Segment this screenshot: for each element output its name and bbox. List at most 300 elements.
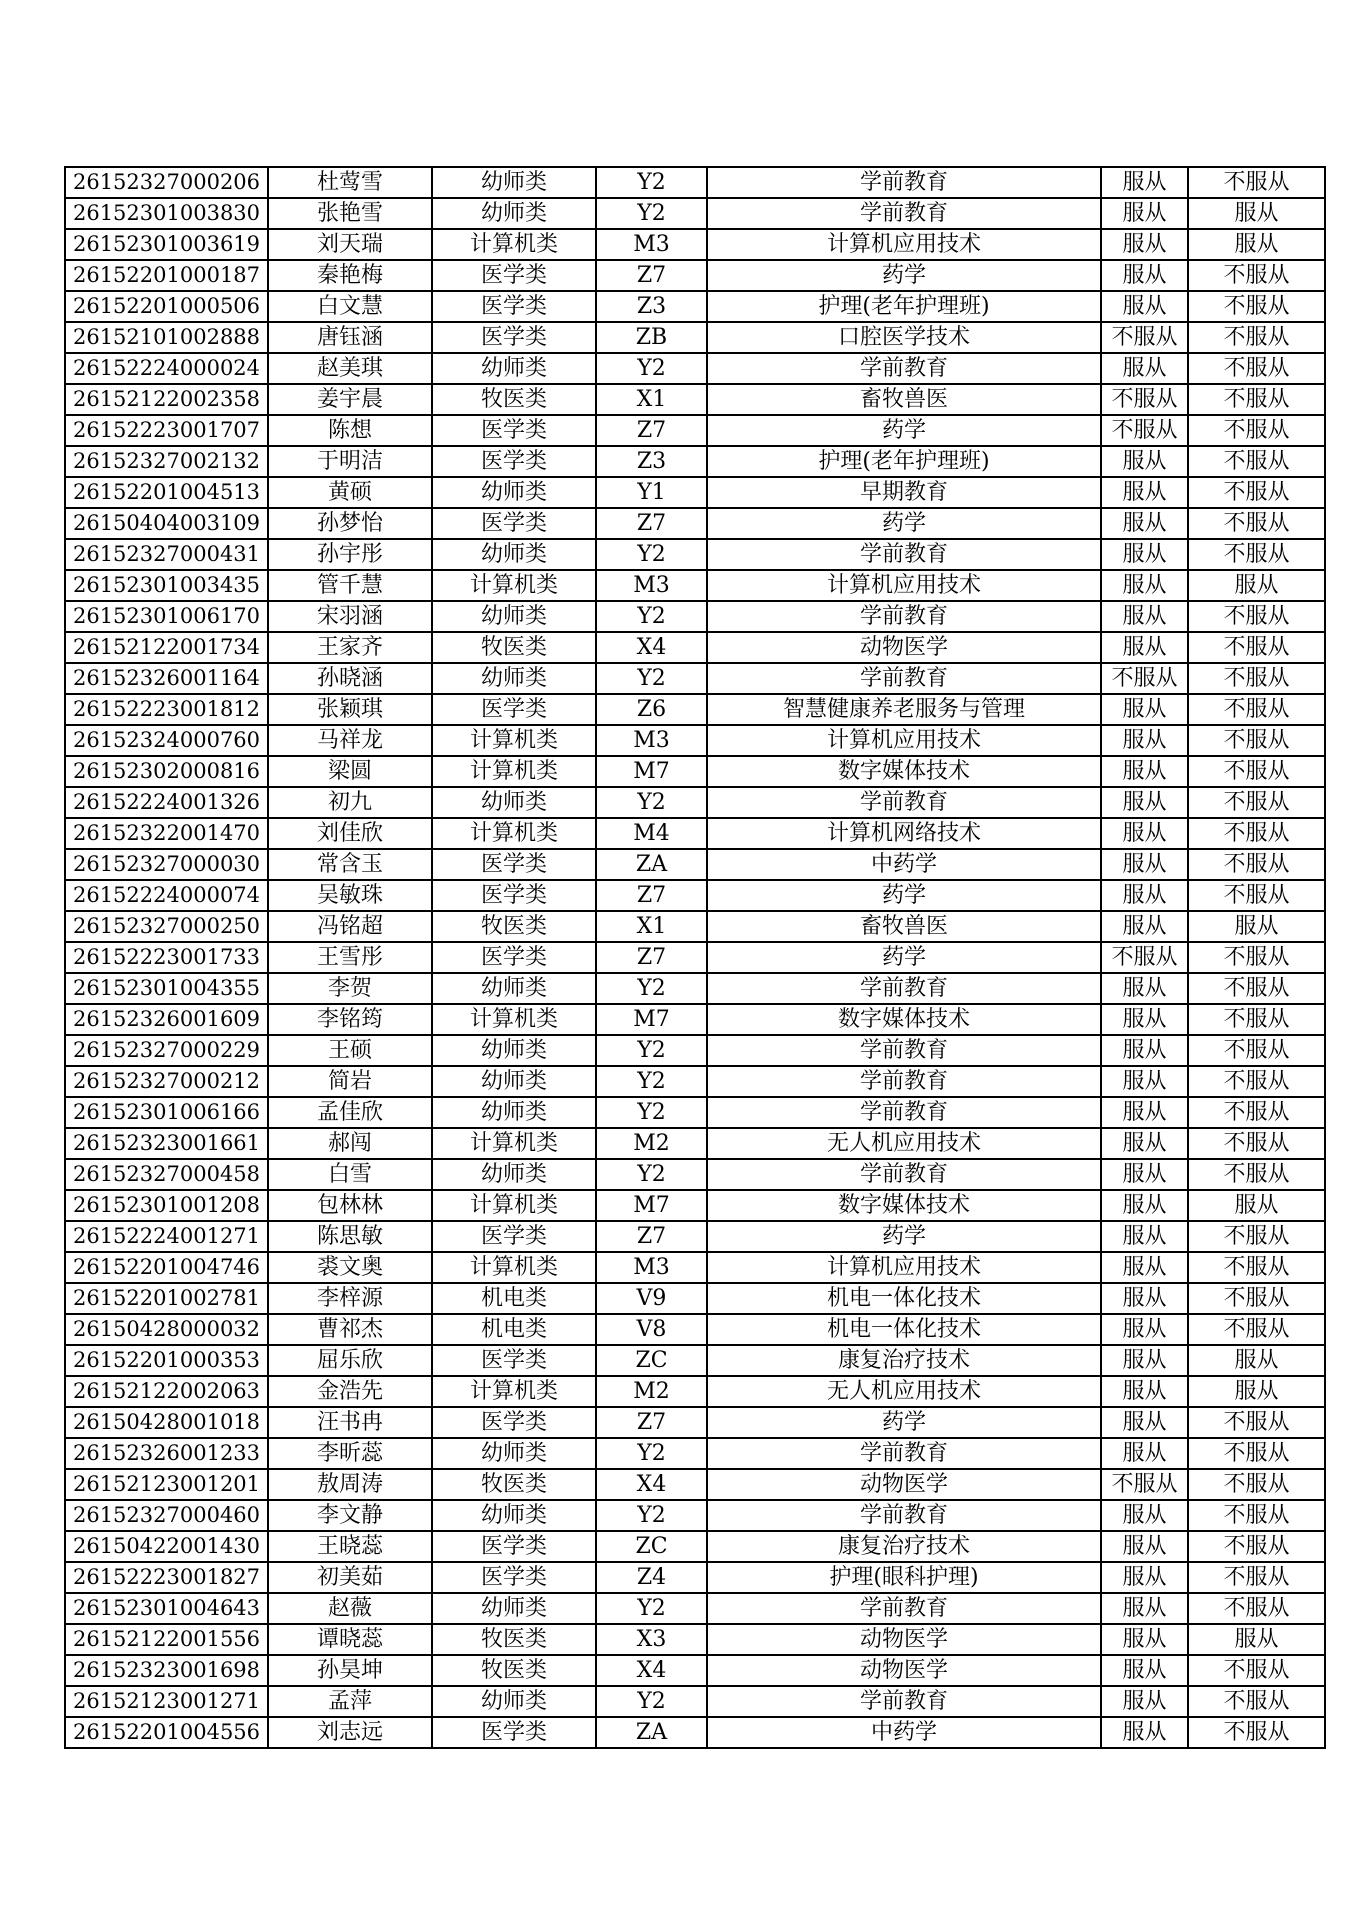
- code-cell: X4: [596, 1469, 707, 1500]
- obey-adjust-cell: 不服从: [1188, 1717, 1325, 1748]
- category-cell: 牧医类: [432, 911, 596, 942]
- category-cell: 医学类: [432, 1531, 596, 1562]
- exam-id-cell: 26152224000074: [65, 880, 268, 911]
- obey-cell: 服从: [1101, 1438, 1188, 1469]
- category-cell: 幼师类: [432, 1066, 596, 1097]
- category-cell: 医学类: [432, 1562, 596, 1593]
- table-row: [65, 1438, 1325, 1469]
- major-cell: 学前教育: [707, 1159, 1101, 1190]
- category-cell: 幼师类: [432, 477, 596, 508]
- major-cell: 药学: [707, 508, 1101, 539]
- name-cell: 裘文奥: [268, 1252, 432, 1283]
- name-cell: 刘佳欣: [268, 818, 432, 849]
- obey-adjust-cell: 服从: [1188, 1376, 1325, 1407]
- category-cell: 计算机类: [432, 756, 596, 787]
- obey-cell: 服从: [1101, 167, 1188, 198]
- table-row: [65, 415, 1325, 446]
- name-cell: 赵美琪: [268, 353, 432, 384]
- major-cell: 药学: [707, 415, 1101, 446]
- table-row: [65, 260, 1325, 291]
- exam-id-cell: 26150404003109: [65, 508, 268, 539]
- obey-cell: 不服从: [1101, 663, 1188, 694]
- obey-cell: 服从: [1101, 1283, 1188, 1314]
- exam-id-cell: 26152327000030: [65, 849, 268, 880]
- code-cell: X1: [596, 911, 707, 942]
- exam-id-cell: 26150428001018: [65, 1407, 268, 1438]
- name-cell: 汪书冉: [268, 1407, 432, 1438]
- obey-adjust-cell: 不服从: [1188, 1531, 1325, 1562]
- table-row: [65, 198, 1325, 229]
- category-cell: 幼师类: [432, 601, 596, 632]
- category-cell: 医学类: [432, 694, 596, 725]
- obey-adjust-cell: 不服从: [1188, 1500, 1325, 1531]
- name-cell: 秦艳梅: [268, 260, 432, 291]
- obey-cell: 服从: [1101, 570, 1188, 601]
- code-cell: Z7: [596, 1407, 707, 1438]
- obey-cell: 服从: [1101, 1097, 1188, 1128]
- name-cell: 初美茹: [268, 1562, 432, 1593]
- name-cell: 孙梦怡: [268, 508, 432, 539]
- code-cell: V9: [596, 1283, 707, 1314]
- category-cell: 幼师类: [432, 1593, 596, 1624]
- name-cell: 敖周涛: [268, 1469, 432, 1500]
- table-row: [65, 725, 1325, 756]
- code-cell: Z4: [596, 1562, 707, 1593]
- major-cell: 计算机应用技术: [707, 1252, 1101, 1283]
- exam-id-cell: 26152323001698: [65, 1655, 268, 1686]
- major-cell: 畜牧兽医: [707, 911, 1101, 942]
- name-cell: 李文静: [268, 1500, 432, 1531]
- name-cell: 张颖琪: [268, 694, 432, 725]
- exam-id-cell: 26152224001271: [65, 1221, 268, 1252]
- name-cell: 李贺: [268, 973, 432, 1004]
- obey-adjust-cell: 不服从: [1188, 1066, 1325, 1097]
- exam-id-cell: 26150428000032: [65, 1314, 268, 1345]
- name-cell: 孙晓涵: [268, 663, 432, 694]
- table-row: [65, 880, 1325, 911]
- name-cell: 常含玉: [268, 849, 432, 880]
- table-row: [65, 1531, 1325, 1562]
- obey-adjust-cell: 不服从: [1188, 508, 1325, 539]
- exam-id-cell: 26152327000250: [65, 911, 268, 942]
- code-cell: Y2: [596, 601, 707, 632]
- obey-cell: 服从: [1101, 849, 1188, 880]
- table-row: [65, 694, 1325, 725]
- name-cell: 孙宇彤: [268, 539, 432, 570]
- obey-cell: 服从: [1101, 1686, 1188, 1717]
- obey-cell: 服从: [1101, 508, 1188, 539]
- obey-cell: 服从: [1101, 1035, 1188, 1066]
- name-cell: 李梓源: [268, 1283, 432, 1314]
- code-cell: Y2: [596, 1097, 707, 1128]
- obey-adjust-cell: 不服从: [1188, 818, 1325, 849]
- obey-cell: 服从: [1101, 973, 1188, 1004]
- obey-cell: 不服从: [1101, 415, 1188, 446]
- obey-adjust-cell: 服从: [1188, 570, 1325, 601]
- obey-adjust-cell: 不服从: [1188, 1004, 1325, 1035]
- table-row: [65, 1314, 1325, 1345]
- major-cell: 药学: [707, 880, 1101, 911]
- table-row: [65, 1066, 1325, 1097]
- obey-adjust-cell: 不服从: [1188, 1469, 1325, 1500]
- code-cell: X4: [596, 632, 707, 663]
- category-cell: 幼师类: [432, 167, 596, 198]
- code-cell: Z7: [596, 942, 707, 973]
- obey-cell: 服从: [1101, 1624, 1188, 1655]
- category-cell: 计算机类: [432, 1190, 596, 1221]
- code-cell: Y2: [596, 539, 707, 570]
- table-row: [65, 973, 1325, 1004]
- obey-cell: 不服从: [1101, 384, 1188, 415]
- name-cell: 王家齐: [268, 632, 432, 663]
- obey-cell: 服从: [1101, 1221, 1188, 1252]
- category-cell: 幼师类: [432, 787, 596, 818]
- obey-cell: 服从: [1101, 1593, 1188, 1624]
- code-cell: V8: [596, 1314, 707, 1345]
- table-row: [65, 1035, 1325, 1066]
- name-cell: 孟佳欣: [268, 1097, 432, 1128]
- exam-id-cell: 26152201000353: [65, 1345, 268, 1376]
- table-row: [65, 1717, 1325, 1748]
- table-row: [65, 663, 1325, 694]
- major-cell: 学前教育: [707, 1097, 1101, 1128]
- exam-id-cell: 26152326001233: [65, 1438, 268, 1469]
- major-cell: 学前教育: [707, 601, 1101, 632]
- category-cell: 计算机类: [432, 818, 596, 849]
- category-cell: 计算机类: [432, 229, 596, 260]
- obey-adjust-cell: 服从: [1188, 911, 1325, 942]
- table-row: [65, 477, 1325, 508]
- obey-adjust-cell: 不服从: [1188, 601, 1325, 632]
- table-row: [65, 942, 1325, 973]
- major-cell: 学前教育: [707, 198, 1101, 229]
- name-cell: 杜莺雪: [268, 167, 432, 198]
- major-cell: 学前教育: [707, 1686, 1101, 1717]
- code-cell: Z6: [596, 694, 707, 725]
- table-row: [65, 1221, 1325, 1252]
- major-cell: 中药学: [707, 849, 1101, 880]
- obey-cell: 服从: [1101, 725, 1188, 756]
- code-cell: M3: [596, 725, 707, 756]
- table-row: [65, 384, 1325, 415]
- code-cell: Y2: [596, 663, 707, 694]
- code-cell: Y2: [596, 1066, 707, 1097]
- name-cell: 唐钰涵: [268, 322, 432, 353]
- table-row: [65, 818, 1325, 849]
- major-cell: 学前教育: [707, 167, 1101, 198]
- major-cell: 动物医学: [707, 1624, 1101, 1655]
- major-cell: 无人机应用技术: [707, 1376, 1101, 1407]
- exam-id-cell: 26152123001201: [65, 1469, 268, 1500]
- table-row: [65, 1562, 1325, 1593]
- exam-id-cell: 26152302000816: [65, 756, 268, 787]
- exam-id-cell: 26152122001556: [65, 1624, 268, 1655]
- name-cell: 王硕: [268, 1035, 432, 1066]
- name-cell: 简岩: [268, 1066, 432, 1097]
- table-row: [65, 508, 1325, 539]
- major-cell: 药学: [707, 1407, 1101, 1438]
- obey-cell: 服从: [1101, 911, 1188, 942]
- code-cell: Z7: [596, 260, 707, 291]
- table-row: [65, 1128, 1325, 1159]
- obey-cell: 服从: [1101, 477, 1188, 508]
- obey-adjust-cell: 不服从: [1188, 1221, 1325, 1252]
- major-cell: 学前教育: [707, 663, 1101, 694]
- table-row: [65, 167, 1325, 198]
- obey-cell: 服从: [1101, 1655, 1188, 1686]
- obey-adjust-cell: 不服从: [1188, 539, 1325, 570]
- exam-id-cell: 26152224001326: [65, 787, 268, 818]
- exam-id-cell: 26152224000024: [65, 353, 268, 384]
- obey-cell: 不服从: [1101, 322, 1188, 353]
- code-cell: Y2: [596, 1593, 707, 1624]
- obey-adjust-cell: 不服从: [1188, 291, 1325, 322]
- category-cell: 牧医类: [432, 632, 596, 663]
- obey-adjust-cell: 服从: [1188, 1345, 1325, 1376]
- obey-adjust-cell: 不服从: [1188, 1562, 1325, 1593]
- major-cell: 口腔医学技术: [707, 322, 1101, 353]
- name-cell: 郝闯: [268, 1128, 432, 1159]
- exam-id-cell: 26152326001609: [65, 1004, 268, 1035]
- major-cell: 药学: [707, 942, 1101, 973]
- exam-id-cell: 26152123001271: [65, 1686, 268, 1717]
- exam-id-cell: 26152122002358: [65, 384, 268, 415]
- category-cell: 医学类: [432, 942, 596, 973]
- major-cell: 护理(老年护理班): [707, 291, 1101, 322]
- major-cell: 康复治疗技术: [707, 1531, 1101, 1562]
- table-row: [65, 1252, 1325, 1283]
- name-cell: 管千慧: [268, 570, 432, 601]
- exam-id-cell: 26152327000206: [65, 167, 268, 198]
- obey-cell: 服从: [1101, 1562, 1188, 1593]
- category-cell: 牧医类: [432, 384, 596, 415]
- name-cell: 王雪彤: [268, 942, 432, 973]
- name-cell: 梁圆: [268, 756, 432, 787]
- obey-adjust-cell: 不服从: [1188, 167, 1325, 198]
- exam-id-cell: 26152201002781: [65, 1283, 268, 1314]
- obey-adjust-cell: 不服从: [1188, 1407, 1325, 1438]
- obey-cell: 服从: [1101, 787, 1188, 818]
- obey-adjust-cell: 不服从: [1188, 632, 1325, 663]
- code-cell: M7: [596, 1190, 707, 1221]
- table-row: [65, 1593, 1325, 1624]
- obey-cell: 服从: [1101, 632, 1188, 663]
- name-cell: 马祥龙: [268, 725, 432, 756]
- exam-id-cell: 26152301004643: [65, 1593, 268, 1624]
- table-row: [65, 1190, 1325, 1221]
- code-cell: Y2: [596, 973, 707, 1004]
- name-cell: 王晓蕊: [268, 1531, 432, 1562]
- table-row: [65, 291, 1325, 322]
- exam-id-cell: 26152301006166: [65, 1097, 268, 1128]
- obey-cell: 不服从: [1101, 942, 1188, 973]
- obey-adjust-cell: 不服从: [1188, 663, 1325, 694]
- major-cell: 学前教育: [707, 1593, 1101, 1624]
- major-cell: 无人机应用技术: [707, 1128, 1101, 1159]
- major-cell: 学前教育: [707, 353, 1101, 384]
- category-cell: 医学类: [432, 508, 596, 539]
- code-cell: Y2: [596, 1035, 707, 1066]
- table-row: [65, 1655, 1325, 1686]
- obey-cell: 服从: [1101, 601, 1188, 632]
- major-cell: 学前教育: [707, 1035, 1101, 1066]
- exam-id-cell: 26152326001164: [65, 663, 268, 694]
- exam-id-cell: 26152301003435: [65, 570, 268, 601]
- code-cell: M2: [596, 1128, 707, 1159]
- category-cell: 医学类: [432, 322, 596, 353]
- obey-adjust-cell: 不服从: [1188, 725, 1325, 756]
- obey-adjust-cell: 服从: [1188, 1190, 1325, 1221]
- name-cell: 谭晓蕊: [268, 1624, 432, 1655]
- obey-adjust-cell: 不服从: [1188, 353, 1325, 384]
- code-cell: Z3: [596, 446, 707, 477]
- table-row: [65, 1283, 1325, 1314]
- exam-id-cell: 26152201000187: [65, 260, 268, 291]
- obey-adjust-cell: 不服从: [1188, 1097, 1325, 1128]
- table-row: [65, 849, 1325, 880]
- major-cell: 护理(眼科护理): [707, 1562, 1101, 1593]
- obey-cell: 服从: [1101, 1531, 1188, 1562]
- name-cell: 屈乐欣: [268, 1345, 432, 1376]
- category-cell: 幼师类: [432, 353, 596, 384]
- name-cell: 冯铭超: [268, 911, 432, 942]
- name-cell: 曹祁杰: [268, 1314, 432, 1345]
- name-cell: 白雪: [268, 1159, 432, 1190]
- table-row: [65, 911, 1325, 942]
- name-cell: 宋羽涵: [268, 601, 432, 632]
- exam-id-cell: 26152301001208: [65, 1190, 268, 1221]
- obey-cell: 服从: [1101, 229, 1188, 260]
- obey-cell: 服从: [1101, 756, 1188, 787]
- category-cell: 医学类: [432, 291, 596, 322]
- major-cell: 学前教育: [707, 787, 1101, 818]
- code-cell: X4: [596, 1655, 707, 1686]
- obey-adjust-cell: 不服从: [1188, 322, 1325, 353]
- obey-adjust-cell: 服从: [1188, 1624, 1325, 1655]
- obey-adjust-cell: 不服从: [1188, 477, 1325, 508]
- table-row: [65, 756, 1325, 787]
- table-row: [65, 1469, 1325, 1500]
- major-cell: 学前教育: [707, 539, 1101, 570]
- obey-cell: 服从: [1101, 1128, 1188, 1159]
- exam-id-cell: 26152201000506: [65, 291, 268, 322]
- obey-cell: 服从: [1101, 1252, 1188, 1283]
- code-cell: M7: [596, 1004, 707, 1035]
- obey-adjust-cell: 不服从: [1188, 446, 1325, 477]
- exam-id-cell: 26152322001470: [65, 818, 268, 849]
- code-cell: Y2: [596, 787, 707, 818]
- category-cell: 医学类: [432, 260, 596, 291]
- code-cell: Y2: [596, 1438, 707, 1469]
- major-cell: 康复治疗技术: [707, 1345, 1101, 1376]
- code-cell: X3: [596, 1624, 707, 1655]
- table-row: [65, 1376, 1325, 1407]
- obey-adjust-cell: 不服从: [1188, 942, 1325, 973]
- obey-cell: 服从: [1101, 818, 1188, 849]
- table-row: [65, 1345, 1325, 1376]
- code-cell: Y2: [596, 1500, 707, 1531]
- student-table: [64, 166, 1326, 1749]
- code-cell: X1: [596, 384, 707, 415]
- major-cell: 计算机应用技术: [707, 570, 1101, 601]
- obey-adjust-cell: 服从: [1188, 229, 1325, 260]
- obey-cell: 服从: [1101, 1314, 1188, 1345]
- obey-adjust-cell: 不服从: [1188, 1593, 1325, 1624]
- exam-id-cell: 26152223001812: [65, 694, 268, 725]
- category-cell: 计算机类: [432, 1252, 596, 1283]
- major-cell: 药学: [707, 260, 1101, 291]
- category-cell: 计算机类: [432, 1128, 596, 1159]
- major-cell: 数字媒体技术: [707, 1190, 1101, 1221]
- table-body: [65, 167, 1325, 1748]
- major-cell: 数字媒体技术: [707, 756, 1101, 787]
- major-cell: 畜牧兽医: [707, 384, 1101, 415]
- category-cell: 计算机类: [432, 1004, 596, 1035]
- exam-id-cell: 26152301003830: [65, 198, 268, 229]
- exam-id-cell: 26152122001734: [65, 632, 268, 663]
- name-cell: 孟萍: [268, 1686, 432, 1717]
- major-cell: 药学: [707, 1221, 1101, 1252]
- category-cell: 医学类: [432, 880, 596, 911]
- major-cell: 数字媒体技术: [707, 1004, 1101, 1035]
- major-cell: 计算机应用技术: [707, 725, 1101, 756]
- category-cell: 计算机类: [432, 725, 596, 756]
- code-cell: ZB: [596, 322, 707, 353]
- code-cell: M3: [596, 570, 707, 601]
- major-cell: 护理(老年护理班): [707, 446, 1101, 477]
- obey-cell: 不服从: [1101, 1469, 1188, 1500]
- major-cell: 智慧健康养老服务与管理: [707, 694, 1101, 725]
- table-row: [65, 1004, 1325, 1035]
- table-row: [65, 787, 1325, 818]
- category-cell: 医学类: [432, 446, 596, 477]
- obey-cell: 服从: [1101, 694, 1188, 725]
- obey-cell: 服从: [1101, 353, 1188, 384]
- major-cell: 中药学: [707, 1717, 1101, 1748]
- obey-adjust-cell: 不服从: [1188, 1438, 1325, 1469]
- category-cell: 幼师类: [432, 1159, 596, 1190]
- code-cell: M7: [596, 756, 707, 787]
- table-row: [65, 1097, 1325, 1128]
- category-cell: 医学类: [432, 1345, 596, 1376]
- major-cell: 学前教育: [707, 973, 1101, 1004]
- code-cell: M3: [596, 229, 707, 260]
- table-row: [65, 1407, 1325, 1438]
- name-cell: 张艳雪: [268, 198, 432, 229]
- exam-id-cell: 26152327000229: [65, 1035, 268, 1066]
- table-row: [65, 353, 1325, 384]
- table-row: [65, 1686, 1325, 1717]
- category-cell: 医学类: [432, 1717, 596, 1748]
- category-cell: 幼师类: [432, 1686, 596, 1717]
- major-cell: 早期教育: [707, 477, 1101, 508]
- obey-adjust-cell: 不服从: [1188, 880, 1325, 911]
- obey-cell: 服从: [1101, 1345, 1188, 1376]
- table-row: [65, 632, 1325, 663]
- name-cell: 李昕蕊: [268, 1438, 432, 1469]
- obey-cell: 服从: [1101, 198, 1188, 229]
- name-cell: 赵薇: [268, 1593, 432, 1624]
- category-cell: 幼师类: [432, 973, 596, 1004]
- table-row: [65, 570, 1325, 601]
- category-cell: 医学类: [432, 849, 596, 880]
- category-cell: 机电类: [432, 1283, 596, 1314]
- major-cell: 学前教育: [707, 1500, 1101, 1531]
- name-cell: 刘志远: [268, 1717, 432, 1748]
- obey-adjust-cell: 不服从: [1188, 756, 1325, 787]
- obey-cell: 服从: [1101, 446, 1188, 477]
- table-row: [65, 1624, 1325, 1655]
